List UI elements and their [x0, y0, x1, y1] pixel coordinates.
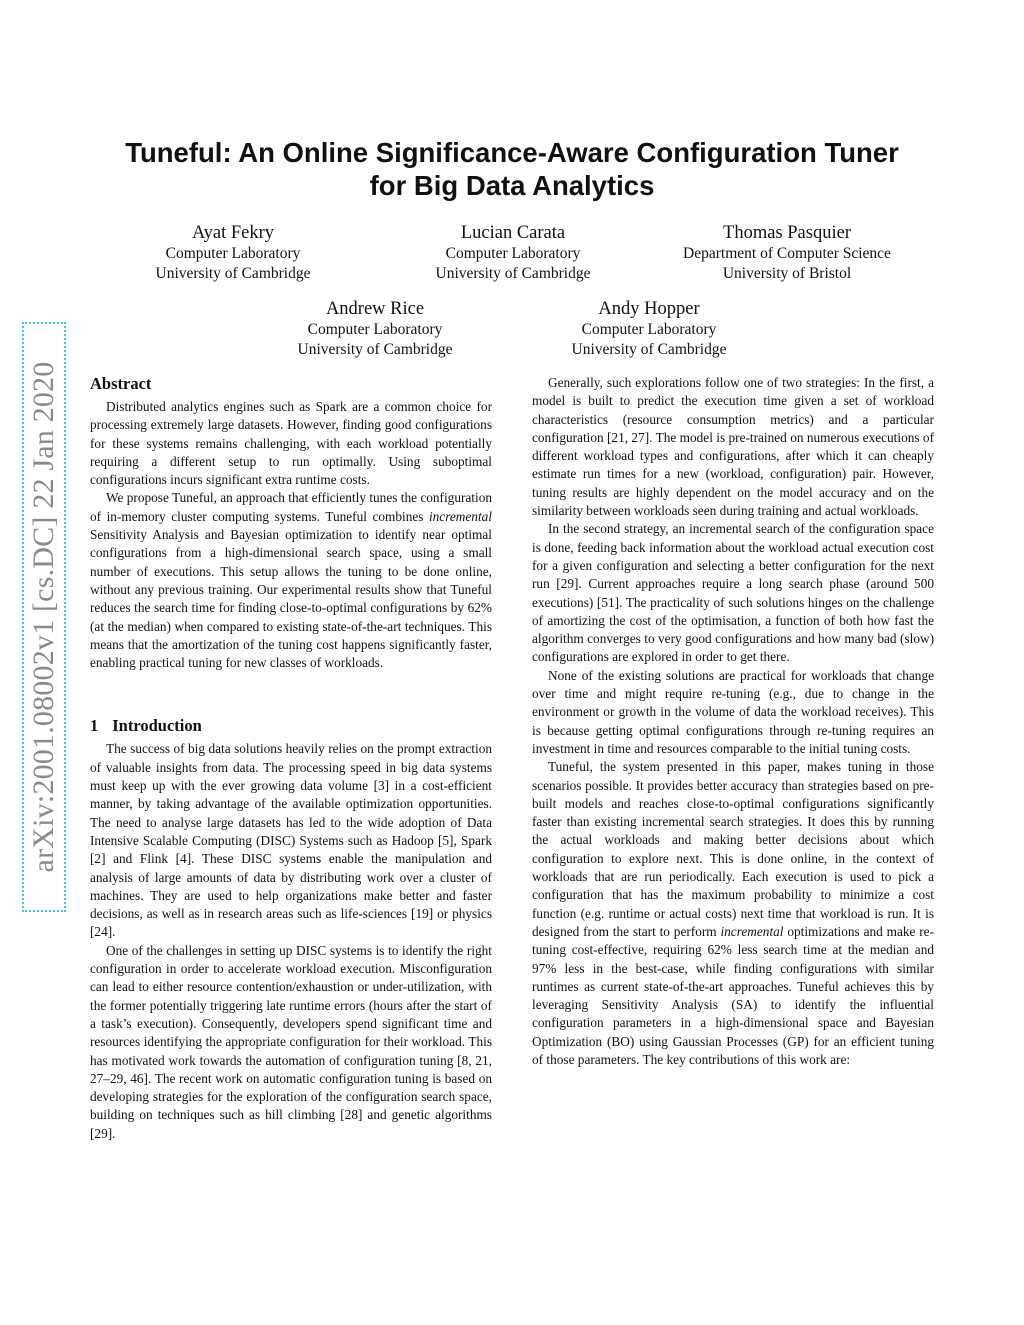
- body-paragraph: In the second strategy, an incremental search of the configuration space is done, feeding back information about the workload actual execution cost for a given configuration and selecting a better configuration for the next run [29]. Current approaches require a long search phase (around 500 executions) [51]. The practicality of such solutions hinges on the challenge of amortizing the cost of the optimisation, a function of both how fast the algorithm converges to very good configurations and how many bad (slow) configurations are explored in order to get there.: [532, 521, 934, 665]
- author-institution: University of Cambridge: [435, 265, 591, 282]
- section-title: Introduction: [112, 716, 202, 736]
- title-line-1: Tuneful: An Online Significance-Aware Configuration Tuner: [125, 137, 899, 168]
- author-department: Computer Laboratory: [307, 321, 443, 338]
- author-department: Computer Laboratory: [445, 245, 581, 262]
- body-paragraph: The success of big data solutions heavily relies on the prompt extraction of valuable insights from data. The processing speed in big data systems must keep up with the ever growing data volume [3] in a cost-efficient manner, by taking advantage of the available optimization opportunities. The need to analyse large datasets has led to the wide adoption of Data Intensive Scalable Computing (DISC) Systems such as Hadoop [5], Spark [2] and Flink [4]. These DISC systems enable the manipulation and analysis of large amounts of data by distributing work over a cluster of machines. They are used to help organizations make better and faster decisions, as well as in research areas such as life-sciences [19] or physics [24].: [90, 741, 492, 940]
- body-paragraph: One of the challenges in setting up DISC systems is to identify the right configuration in order to accelerate workload execution. Misconfiguration can lead to either resource contention/exhaustion or under-utilization, with the former potentially triggering late runtime errors (hours after the start of a task’s execution). Consequently, developers spend significant time and resources identifying the appropriate configuration for their workload. This has motivated work towards the automation of configuration tuning [8, 21, 27–29, 46]. The recent work on automatic configuration tuning is based on developing strategies for the exploration of the configuration search space, building on techniques such as hill climbing [28] and genetic algorithms [29].: [90, 942, 492, 1141]
- author-name: Ayat Fekry: [191, 223, 275, 243]
- section-number: 1: [90, 716, 99, 736]
- author-block: [509, 298, 789, 360]
- paper-title: [70, 136, 954, 202]
- left-column: [90, 374, 492, 1143]
- body-paragraph: None of the existing solutions are practical for workloads that change over time and might require re-tuning (e.g., due to change in the environment or growth in the volume of data the workload receives). This is because getting optimal configurations through re-tuning requires an investment in time and resources comparable to the initial tuning costs.: [532, 667, 934, 756]
- author-name: Lucian Carata: [460, 223, 566, 243]
- author-department: Computer Laboratory: [581, 321, 717, 338]
- abstract-paragraph: Distributed analytics engines such as Spark are a common choice for processing extremely large datasets. However, finding good configurations for these systems remains challenging, with each workload potentially requiring a different setup to run optimally. Using suboptimal configurations incurs significant extra runtime costs.: [90, 399, 492, 488]
- section-heading-introduction: [90, 716, 492, 736]
- title-line-2: for Big Data Analytics: [369, 170, 655, 201]
- author-department: Department of Computer Science: [683, 245, 891, 262]
- author-name: Andy Hopper: [598, 299, 700, 319]
- author-block: [373, 222, 653, 284]
- author-institution: University of Cambridge: [155, 265, 311, 282]
- author-department: Computer Laboratory: [165, 245, 301, 262]
- abstract-paragraph: We propose Tuneful, an approach that efficiently tunes the configuration of in-memory cluster computing systems. Tuneful combines incremental Sensitivity Analysis and Bayesian optimization to identify near optimal configurations from a high-dimensional search space, using a small number of executions. This setup allows the tuning to be done online, without any previous training. Our experimental results show that Tuneful reduces the search time for finding close-to-optimal configurations by 62% (at the median) when compared to existing state-of-the-art techniques. This means that the amortization of the tuning cost happens significantly faster, enabling practical tuning for new classes of workloads.: [90, 490, 492, 671]
- author-name: Andrew Rice: [325, 299, 425, 319]
- body-paragraph: Tuneful, the system presented in this paper, makes tuning in those scenarios possible. It provides better accuracy than strategies based on pre-built models and reaches close-to-optimal configurations significantly faster than existing incremental search strategies. It does this by running the actual workloads and making better decisions about which configuration to explore next. This is done online, in the context of workloads that are run periodically. Each execution is used to pick a configuration that has the maximum probability to minimize a cost function (e.g. runtime or actual costs) next time that workload is run. It is designed from the start to perform incremental optimizations and make re-tuning cost-effective, requiring 62% less search time at the median and 97% less in the best-case, while finding configurations with similar runtimes as current state-of-the-art approaches. Tuneful achieves this by leveraging Sensitivity Analysis (SA) to identify the influential configuration parameters in a high-dimensional space and Bayesian Optimization (BO) using Gaussian Processes (GP) for an efficient tuning of those parameters. The key contributions of this work are:: [532, 759, 934, 1067]
- author-block: [235, 298, 515, 360]
- abstract-heading: Abstract: [90, 374, 152, 393]
- author-institution: University of Bristol: [722, 265, 852, 282]
- author-block: [93, 222, 373, 284]
- body-paragraph: Generally, such explorations follow one of two strategies: In the first, a model is built to predict the execution time given a set of workload characteristics (resource consumption metrics) and a particular configuration [21, 27]. The model is pre-trained on numerous executions of different workload types and configurations, after which it can cheaply estimate run times for a new (workload, configuration) pair. However, tuning results are highly dependent on the model accuracy and on the similarity between workloads seen during training and actual workloads.: [532, 375, 934, 519]
- author-block: [647, 222, 927, 284]
- author-name: Thomas Pasquier: [723, 223, 851, 243]
- author-institution: University of Cambridge: [297, 341, 453, 358]
- arxiv-identifier: arXiv:2001.08002v1 [cs.DC] 22 Jan 2020: [27, 361, 60, 873]
- right-column: [532, 374, 934, 1069]
- author-institution: University of Cambridge: [571, 341, 727, 358]
